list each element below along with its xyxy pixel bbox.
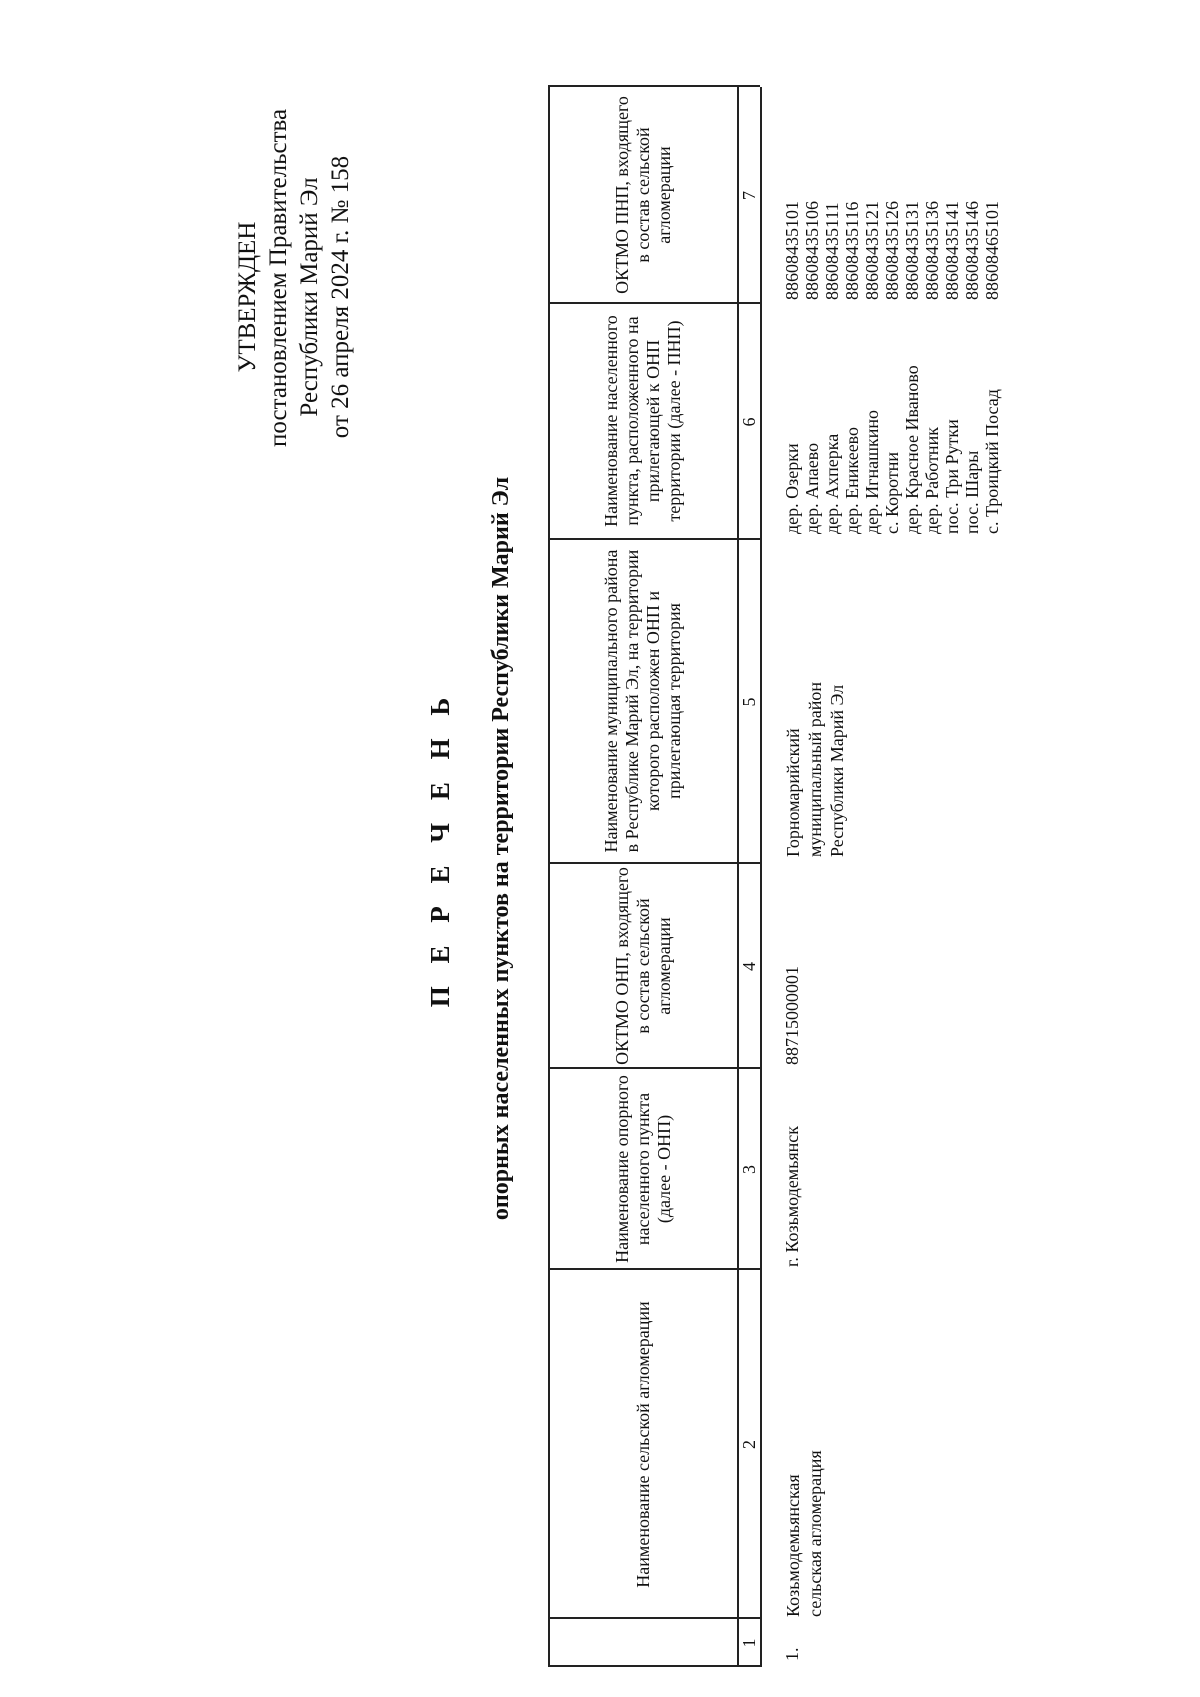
pnp-oktmo: 88608435141: [942, 201, 962, 300]
onp-name: г. Козьмодемьянск: [782, 1125, 802, 1267]
pnp-name: дер. Апаево: [802, 442, 822, 534]
header-pnp-name: Наименование населенного пункта, расположенного на прилегающей к ОНП территории (далее - ПНП): [601, 315, 684, 527]
document-title: П Е Р Е Ч Е Н Ь: [425, 689, 455, 1008]
pnp-oktmo: 88608435146: [962, 201, 982, 300]
approval-line-2: постановлением Правительства: [265, 108, 292, 447]
header-bottom-border: [760, 87, 762, 1667]
header-onp-oktmo: ОКТМО ОНП, входящего в состав сельской агломерации: [611, 867, 674, 1065]
pnp-name: дер. Еникеево: [842, 426, 862, 534]
pnp-oktmo: 88608465101: [982, 201, 1002, 300]
header-onp-name: Наименование опорного населенного пункта (далее - ОНП): [611, 1075, 674, 1263]
onp-oktmo: 88715000001: [782, 966, 802, 1065]
approval-line-3: Республики Марий Эл: [296, 177, 323, 417]
document-subtitle: опорных населенных пунктов на территории Республики Марий Эл: [488, 476, 514, 1221]
pnp-name: дер. Игнашкино: [862, 409, 882, 534]
approval-line-1: УТВЕРЖДЕН: [234, 221, 261, 373]
pnp-name: дер. Ахперка: [822, 433, 842, 534]
pnp-oktmo: 88608435106: [802, 201, 822, 300]
column-number: 6: [739, 417, 759, 427]
pnp-name: дер. Работник: [922, 427, 942, 534]
row-number: 1.: [782, 1647, 802, 1661]
column-divider: [548, 538, 760, 540]
header-agglomeration: Наименование сельской агломерации: [632, 1301, 653, 1588]
approval-line-4: от 26 апреля 2024 г. № 158: [327, 155, 354, 439]
district-name: Горномарийский муниципальный район Республики Марий Эл: [783, 681, 847, 857]
pnp-oktmo-list: [782, 201, 1002, 300]
pnp-name: дер. Озерки: [782, 443, 802, 534]
pnp-oktmo: 88608435121: [862, 201, 882, 300]
header-district: Наименование муниципального района в Республике Марий Эл, на территории которого расположен ОНП и прилегающая территория: [601, 549, 684, 853]
approval-stamp: [232, 108, 356, 447]
pnp-oktmo: 88608435136: [922, 201, 942, 300]
column-divider: [548, 862, 760, 864]
pnp-name: пос. Шары: [962, 450, 982, 534]
column-number: 4: [739, 962, 759, 971]
pnp-list: [782, 365, 1002, 534]
column-number: 3: [739, 1165, 759, 1174]
column-divider: [548, 302, 760, 304]
pnp-oktmo: 88608435131: [902, 201, 922, 300]
pnp-oktmo: 88608435116: [842, 201, 862, 300]
column-number: 7: [739, 191, 759, 200]
column-divider: [548, 1067, 760, 1069]
header-pnp-oktmo: ОКТМО ПНП, входящего в состав сельской агломерации: [611, 96, 674, 294]
column-number: 1: [739, 1638, 759, 1648]
column-divider: [548, 1665, 760, 1667]
pnp-oktmo: 88608435126: [882, 201, 902, 300]
column-number: 2: [739, 1440, 759, 1449]
pnp-name: пос. Три Рутки: [942, 419, 962, 534]
column-divider: [548, 85, 760, 87]
pnp-name: с. Троицкий Посад: [982, 389, 1002, 534]
pnp-oktmo: 88608435111: [822, 202, 842, 300]
pnp-name: с. Коротни: [882, 452, 902, 534]
column-number: 5: [739, 697, 759, 707]
agglomeration-name: Козьмодемьянская сельская агломерация: [783, 1450, 825, 1617]
pnp-name: дер. Красное Иваново: [902, 365, 922, 534]
pnp-oktmo: 88608435101: [782, 201, 802, 300]
